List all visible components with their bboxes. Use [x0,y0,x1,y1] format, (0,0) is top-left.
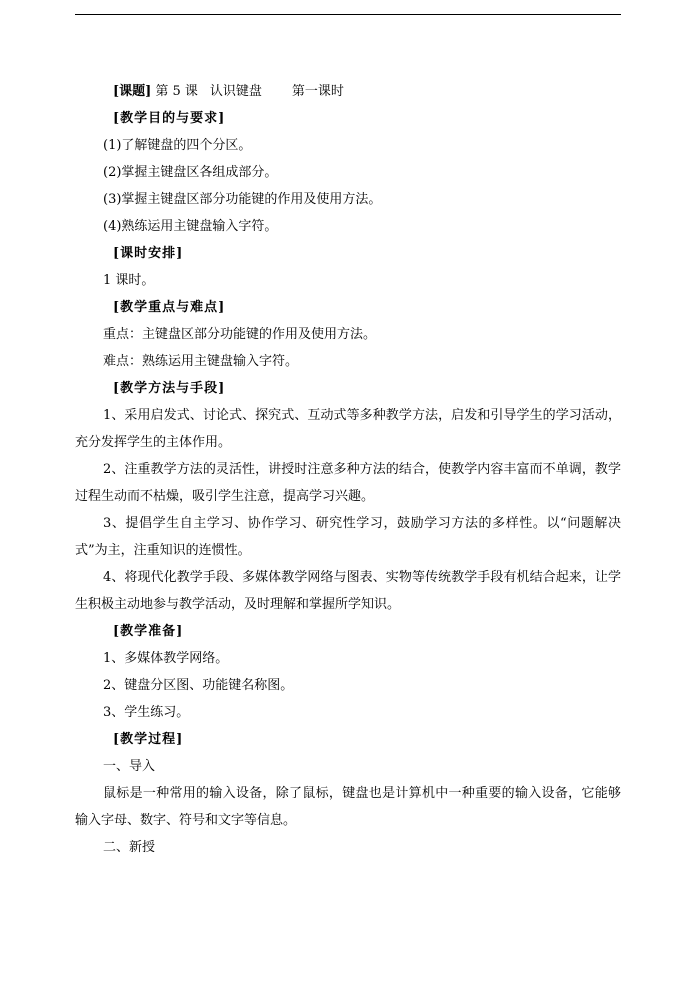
key-points-heading: [教学重点与难点] [113,300,226,315]
method-paragraph: 2、注重教学方法的灵活性，讲授时注意多种方法的结合，使教学内容丰富而不单调，教学过程生动而不枯燥，吸引学生注意，提高学习兴趣。 [75,462,621,504]
method-paragraph: 4、将现代化教学手段、多媒体教学网络与图表、实物等传统教学手段有机结合起来，让学生积极主动地参与教学活动，及时理解和掌握所学知识。 [75,570,621,612]
lesson-title [75,78,621,105]
preparation-heading: [教学准备] [113,624,184,639]
schedule-heading: [课时安排] [113,246,184,261]
objective-item: (2)掌握主键盘区各组成部分。 [103,165,278,180]
preparation-item: 1、多媒体教学网络。 [103,651,229,666]
key-point-focus: 重点：主键盘区部分功能键的作用及使用方法。 [103,327,377,342]
objectives-heading: [教学目的与要求] [113,111,226,126]
lesson-number: 第 5 课 [155,84,198,99]
methods-heading: [教学方法与手段] [113,381,226,396]
document-body [75,78,621,861]
lesson-topic: 认识键盘 [209,84,262,99]
schedule-text: 1 课时。 [103,273,155,288]
lesson-period: 第一课时 [291,84,344,99]
method-paragraph: 1、采用启发式、讨论式、探究式、互动式等多种教学方法，启发和引导学生的学习活动，充分发挥学生的主体作用。 [75,408,621,450]
process-step-text: 鼠标是一种常用的输入设备，除了鼠标，键盘也是计算机中一种重要的输入设备，它能够输入字母、数字、符号和文字等信息。 [75,786,621,828]
objective-item: (4)熟练运用主键盘输入字符。 [103,219,278,234]
method-paragraph: 3、提倡学生自主学习、协作学习、研究性学习，鼓励学习方法的多样性。以“问题解决式”为主，注重知识的连惯性。 [75,516,621,558]
process-step-title: 一、导入 [103,759,156,774]
objective-item: (3)掌握主键盘区部分功能键的作用及使用方法。 [103,192,382,207]
lesson-label: [课题] [113,84,152,99]
key-point-difficulty: 难点：熟练运用主键盘输入字符。 [103,354,299,369]
process-heading: [教学过程] [113,732,184,747]
header-rule [75,14,621,15]
objective-item: (1)了解键盘的四个分区。 [103,138,252,153]
preparation-item: 3、学生练习。 [103,705,190,720]
preparation-item: 2、键盘分区图、功能键名称图。 [103,678,294,693]
process-step-title: 二、新授 [103,840,156,855]
